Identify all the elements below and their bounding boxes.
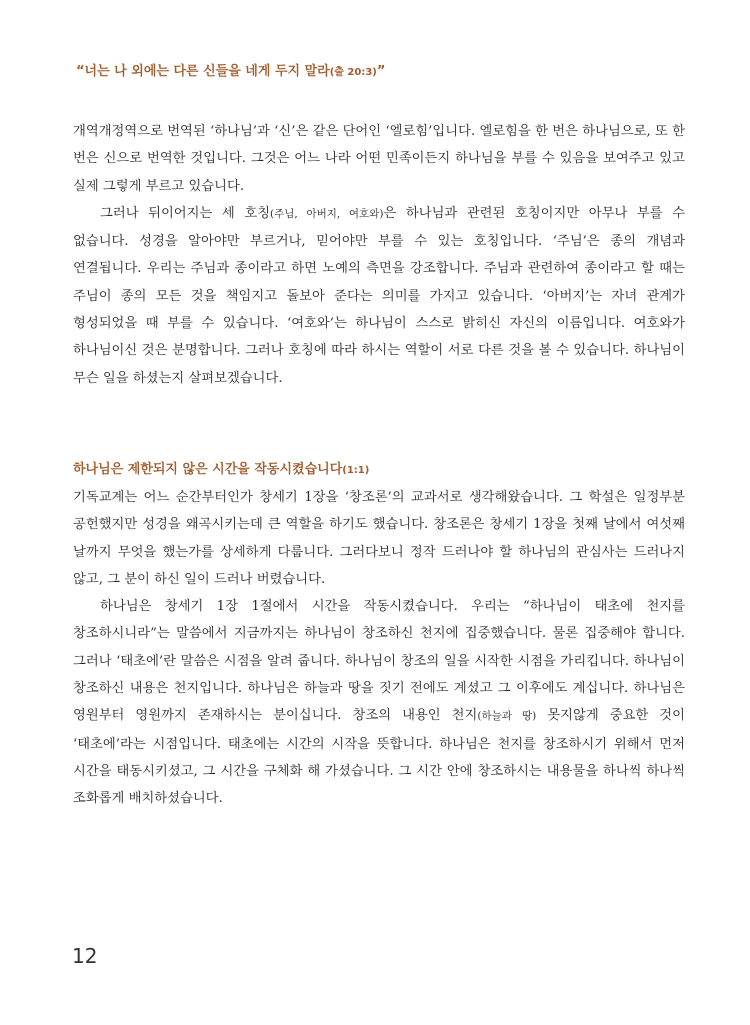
section-heading-time	[73, 460, 685, 481]
paragraph-three-titles-start: 그러나 뒤이어지는 세 호칭	[100, 205, 271, 221]
quote-text: “너는 나 외에는 다른 신들을 네게 두지 말라	[76, 64, 330, 79]
quote-close-mark: ”	[376, 64, 386, 79]
paragraph-creationism: 기독교계는 어느 순간부터인가 창세기 1장을 ‘창조론’의 교과서로 생각해왔습니다. 그 학설은 일정부분 공헌했지만 성경을 왜곡시키는데 큰 역할을 하기도 했습니다. 창조론은 창세기 1장을 첫째 날에서 여섯째 날까지 무엇을 했는가를 상세하게 다룹니다. 그러다보니 정작 드러나야 할 하나님의 관심사는 드러나지 않고, 그 분이 하신 일이 드러나 버렸습니다.	[73, 490, 685, 587]
paragraph-three-titles-rest: 은 하나님과 관련된 호칭이지만 아무나 부를 수 없습니다. 성경을 알아야만 부르거나, 믿어야만 부를 수 있는 호칭입니다. ‘주님’은 종의 개념과 연결됩니다. 우리는 주님과 종이라고 하면 노예의 측면을 강조합니다. 주님과 관련하여 종이라고 할 때는 주님이 종의 모든 것을 책임지고 돌보아 준다는 의미를 가지고 있습니다. ‘아버지’는 자녀 관계가 형성되었을 때 부를 수 있습니다. ‘여호와’는 하나님이 스스로 밝히신 자신의 이름입니다. 여호와가 하나님이신 것은 분명합니다. 그러나 호칭에 따라 하시는 역할이 서로 다른 것을 볼 수 있습니다. 하나님이 무슨 일을 하셨는지 살펴보겠습니다.	[73, 205, 685, 386]
heaven-earth-parenthetical: (하늘과 땅)	[477, 710, 537, 723]
paragraph-beginning	[73, 593, 685, 812]
paragraph-beginning-rest: 못지않게 중요한 것이 ‘태초에’라는 시점입니다. 태초에는 시간의 시작을 뜻합니다. 하나님은 천지를 창조하시기 위해서 먼저 시간을 태동시키셨고, 그 시간을 구체화 해 가셨습니다. 그 시간 안에 창조하시는 내용물을 하나씩 하나씩 조화롭게 배치하셨습니다.	[73, 708, 685, 807]
section-heading-text: 하나님은 제한되지 않은 시간을 작동시켰습니다	[73, 462, 343, 477]
scripture-quote-heading	[76, 62, 676, 83]
section-names-of-god	[73, 118, 685, 392]
paragraph-elohim: 개역개정역으로 번역된 ‘하나님’과 ‘신’은 같은 단어인 ‘엘로힘’입니다. 엘로힘을 한 번은 하나님으로, 또 한 번은 신으로 번역한 것입니다. 그것은 어느 나라 어떤 민족이든지 하나님을 부를 수 있음을 보여주고 있고 실제 그렇게 부르고 있습니다.	[73, 124, 685, 194]
titles-parenthetical: (주님, 아버지, 여호와)	[270, 207, 384, 220]
section-heading-reference: (1:1)	[342, 465, 370, 476]
page-number: 12	[72, 944, 98, 968]
paragraph-three-titles	[73, 200, 685, 392]
paragraph-beginning-start: 하나님은 창세기 1장 1절에서 시간을 작동시켰습니다. 우리는 “하나님이 태초에 천지를 창조하시니라”는 말씀에서 지금까지는 하나님이 창조하신 천지에 집중했습니다. 물론 집중해야 합니다. 그러나 ‘태초에’란 말씀은 시점을 알려 줍니다. 하나님이 창조의 일을 시작한 시점을 가리킵니다. 하나님이 창조하신 내용은 천지입니다. 하나님은 하늘과 땅을 짓기 전에도 계셨고 그 이후에도 계십니다. 하나님은 영원부터 영원까지 존재하시는 분이십니다. 창조의 내용인 천지	[73, 599, 685, 724]
section-time	[73, 460, 685, 813]
quote-reference: (출 20:3)	[329, 67, 377, 78]
